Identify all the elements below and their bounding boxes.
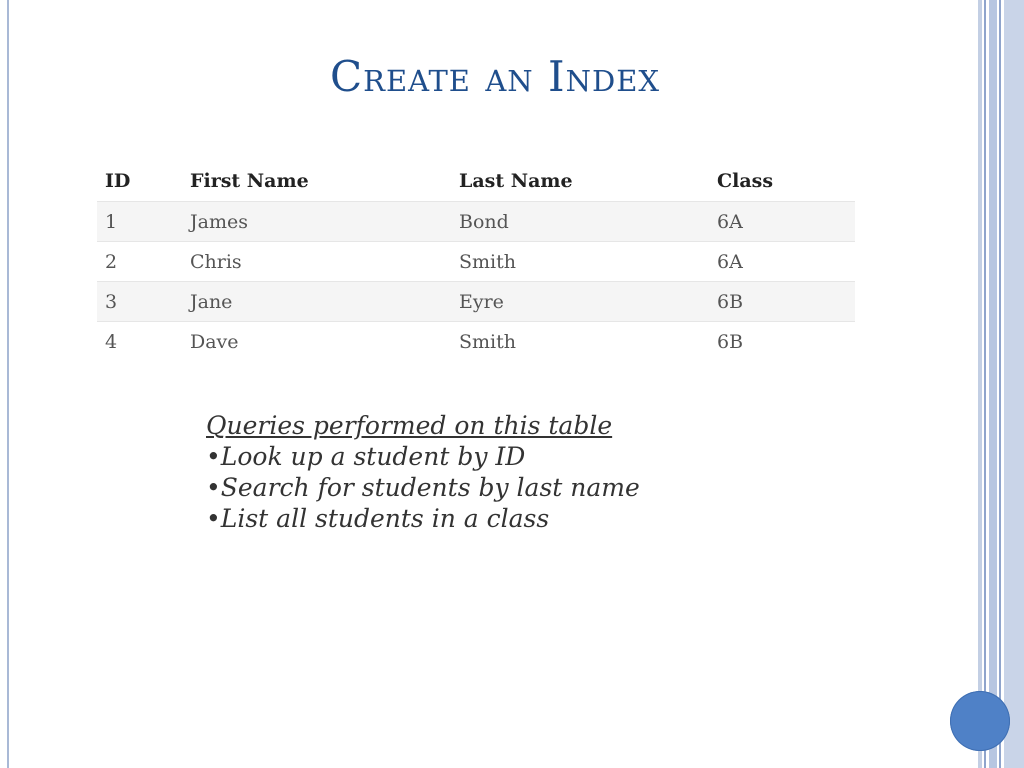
- query-bullet-item: •Search for students by last name: [206, 473, 640, 502]
- cell-class: 6A: [709, 202, 855, 242]
- students-table: [97, 161, 855, 361]
- table-row: [97, 242, 855, 282]
- right-border-stripe: [989, 0, 997, 768]
- column-header-first-name: First Name: [190, 170, 309, 192]
- cell-last-name: Eyre: [451, 282, 709, 322]
- right-border-stripe: [978, 0, 982, 768]
- cell-id: 1: [97, 202, 182, 242]
- cell-id: 4: [97, 322, 182, 362]
- right-border-stripe: [1004, 0, 1024, 768]
- cell-id: 3: [97, 282, 182, 322]
- cell-first-name: Dave: [182, 322, 451, 362]
- query-bullet-item: •Look up a student by ID: [206, 442, 526, 471]
- cell-class: 6B: [709, 282, 855, 322]
- right-border-stripe: [984, 0, 986, 768]
- cell-id: 2: [97, 242, 182, 282]
- cell-last-name: Smith: [451, 322, 709, 362]
- cell-first-name: James: [182, 202, 451, 242]
- query-bullet-item: •List all students in a class: [206, 504, 550, 533]
- cell-class: 6A: [709, 242, 855, 282]
- cell-first-name: Jane: [182, 282, 451, 322]
- table-row: [97, 282, 855, 322]
- table-header-row: [97, 161, 855, 202]
- table-row: [97, 322, 855, 362]
- cell-last-name: Smith: [451, 242, 709, 282]
- column-header-id: ID: [105, 170, 131, 192]
- queries-text-block: [206, 410, 640, 534]
- cell-class: 6B: [709, 322, 855, 362]
- slide-title: Create an Index: [329, 52, 661, 101]
- cell-last-name: Bond: [451, 202, 709, 242]
- cell-first-name: Chris: [182, 242, 451, 282]
- table-row: [97, 202, 855, 242]
- queries-heading: Queries performed on this table: [206, 411, 613, 440]
- right-border-stripe: [999, 0, 1001, 768]
- left-border-rule: [7, 0, 9, 768]
- column-header-last-name: Last Name: [459, 170, 573, 192]
- slide-decoration-circle: [950, 691, 1010, 751]
- column-header-class: Class: [717, 170, 774, 192]
